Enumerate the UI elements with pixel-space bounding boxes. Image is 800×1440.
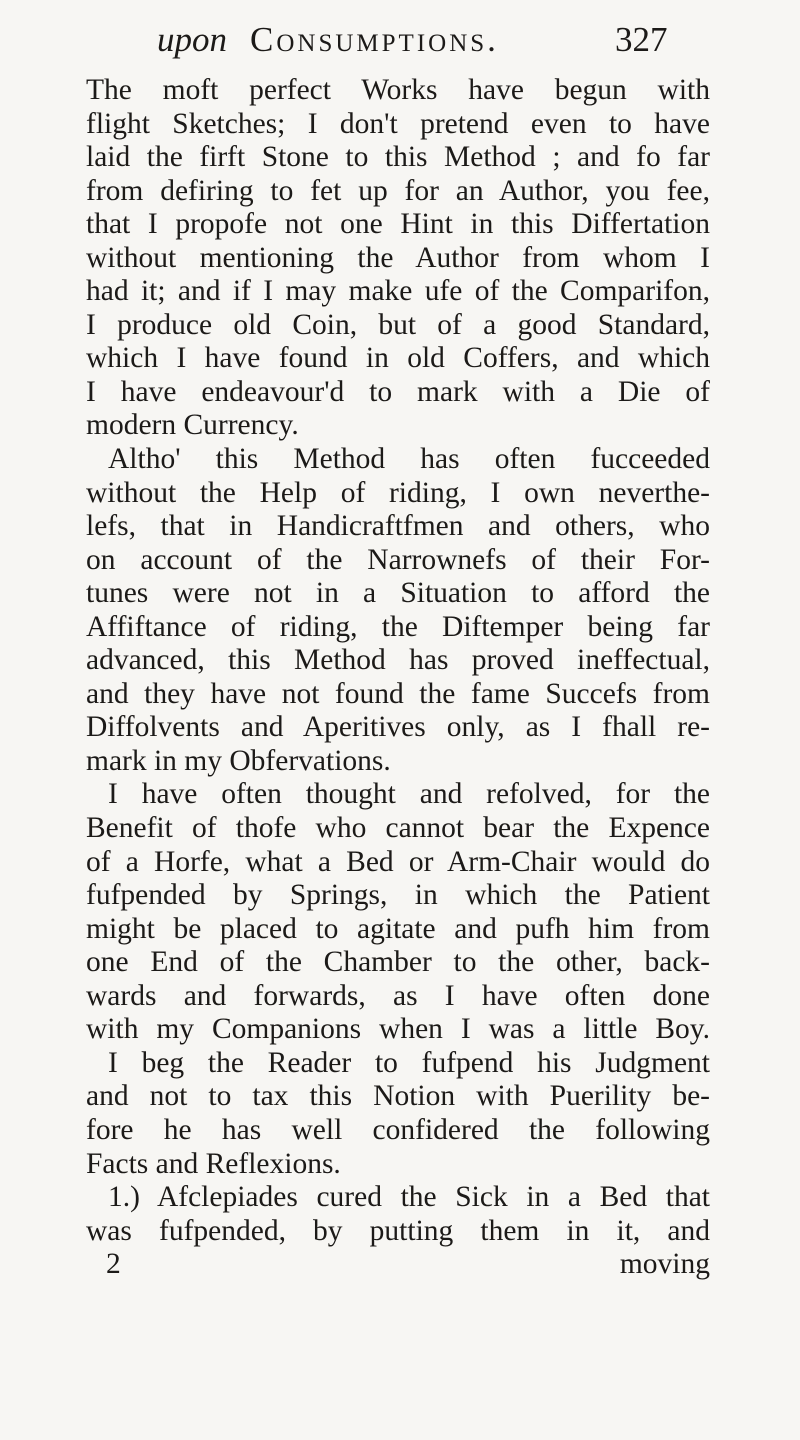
- text-line: 1.) Afclepiades cured the Sick in a Bed that: [108, 1181, 710, 1214]
- text-line: I have endeavour'd to mark with a Die of: [86, 375, 710, 408]
- text-line: fore he has well confidered the following: [86, 1113, 710, 1146]
- text-line: mark in my Obfervations.: [86, 744, 391, 777]
- text-line: The moft perfect Works have begun with: [86, 74, 710, 106]
- text-line: lefs, that in Handicraftfmen and others, who: [86, 510, 710, 543]
- text-line: I have often thought and refolved, for the: [108, 778, 710, 811]
- text-line: Diffolvents and Aperitives only, as I fhall re-: [86, 711, 710, 744]
- text-line: flight Sketches; I don't pretend even to have: [86, 107, 710, 140]
- text-line: advanced, this Method has proved ineffectual,: [86, 644, 710, 677]
- text-line: from defiring to fet up for an Author, you fee,: [86, 174, 710, 207]
- text-line: Affiftance of riding, the Diftemper being far: [86, 610, 710, 643]
- text-line: was fufpended, by putting them in it, and: [86, 1214, 710, 1247]
- text-line: without the Help of riding, I own neverthe-: [86, 476, 710, 509]
- text-line: I produce old Coin, but of a good Standard,: [86, 308, 710, 341]
- text-line: wards and forwards, as I have often done: [86, 979, 710, 1012]
- text-line: and not to tax this Notion with Puerility be-: [86, 1080, 710, 1113]
- page-number: 327: [615, 20, 668, 59]
- body-text: [86, 74, 710, 1282]
- signature-mark: 2: [106, 1248, 121, 1281]
- text-line: I beg the Reader to fufpend his Judgment: [108, 1046, 710, 1079]
- signature-line: [86, 1248, 710, 1282]
- text-line: and they have not found the fame Succefs from: [86, 677, 710, 710]
- text-line: Facts and Reflexions.: [86, 1147, 341, 1180]
- text-line: Altho' this Method has often fucceeded: [108, 443, 710, 476]
- text-line: might be placed to agitate and pufh him from: [86, 912, 710, 945]
- text-line: tunes were not in a Situation to afford the: [86, 577, 710, 610]
- text-line: which I have found in old Coffers, and which: [86, 342, 710, 375]
- running-title-italic: upon: [157, 20, 227, 59]
- text-line: that I propofe not one Hint in this Differtation: [86, 208, 710, 241]
- text-line: modern Currency.: [86, 409, 299, 442]
- running-header: [0, 14, 800, 74]
- text-line: laid the firft Stone to this Method ; and fo far: [86, 141, 710, 174]
- text-line: fufpended by Springs, in which the Patient: [86, 879, 710, 912]
- running-title: Consumptions.: [250, 20, 499, 59]
- text-line: on account of the Narrownefs of their For-: [86, 543, 710, 576]
- text-line: Benefit of thofe who cannot bear the Expence: [86, 812, 710, 845]
- text-line: one End of the Chamber to the other, back-: [86, 946, 710, 979]
- text-line: had it; and if I may make ufe of the Comparifon,: [86, 275, 710, 308]
- catchword: moving: [619, 1248, 710, 1281]
- text-line: of a Horfe, what a Bed or Arm-Chair would do: [86, 845, 710, 878]
- text-line: with my Companions when I was a little Boy.: [86, 1013, 710, 1046]
- text-line: without mentioning the Author from whom I: [86, 241, 710, 274]
